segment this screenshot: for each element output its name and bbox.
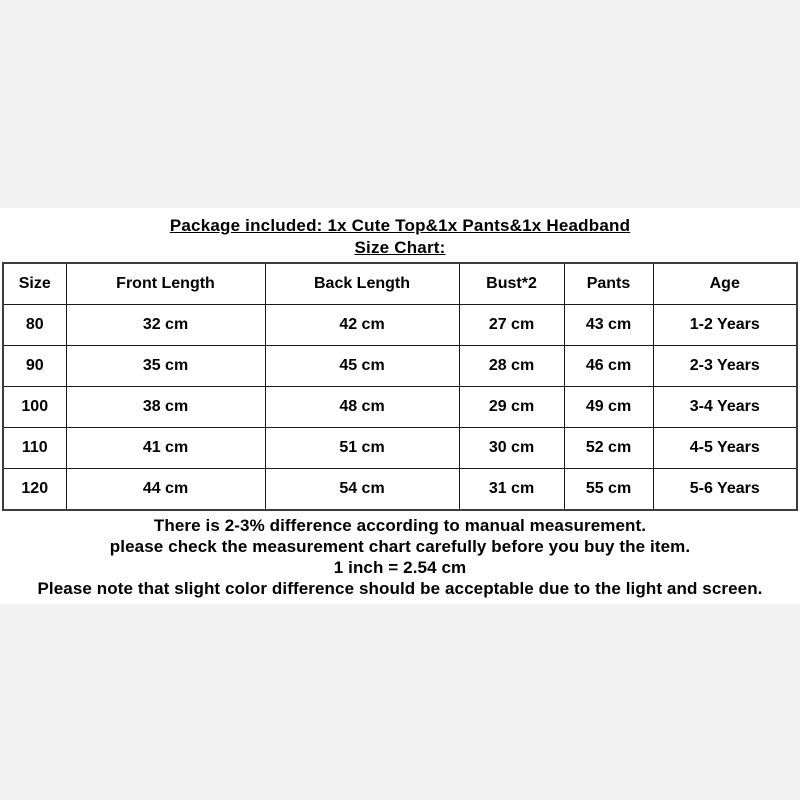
cell-size: 90 <box>3 346 66 387</box>
cell-bust: 29 cm <box>459 387 564 428</box>
measurement-notes <box>0 515 800 599</box>
cell-back-length: 54 cm <box>265 469 459 511</box>
table-row-size-110 <box>3 428 797 469</box>
cell-bust: 30 cm <box>459 428 564 469</box>
cell-front-length: 44 cm <box>66 469 265 511</box>
size-table-header-row <box>3 263 797 305</box>
table-row-size-120 <box>3 469 797 511</box>
table-row-size-80 <box>3 305 797 346</box>
cell-bust: 31 cm <box>459 469 564 511</box>
cell-front-length: 32 cm <box>66 305 265 346</box>
table-row-size-90 <box>3 346 797 387</box>
column-header-age: Age <box>653 263 797 305</box>
cell-size: 110 <box>3 428 66 469</box>
package-included-line: Package included: 1x Cute Top&1x Pants&1x Headband <box>169 216 631 235</box>
cell-age: 2-3 Years <box>653 346 797 387</box>
cell-size: 80 <box>3 305 66 346</box>
cell-age: 5-6 Years <box>653 469 797 511</box>
cell-back-length: 42 cm <box>265 305 459 346</box>
cell-age: 4-5 Years <box>653 428 797 469</box>
size-chart-panel <box>0 208 800 604</box>
column-header-front-length: Front Length <box>66 263 265 305</box>
cell-bust: 27 cm <box>459 305 564 346</box>
note-color-difference: Please note that slight color difference should be acceptable due to the light and screen. <box>37 579 763 598</box>
size-chart-title: Size Chart: <box>354 238 446 257</box>
cell-back-length: 51 cm <box>265 428 459 469</box>
cell-age: 1-2 Years <box>653 305 797 346</box>
column-header-back-length: Back Length <box>265 263 459 305</box>
column-header-pants: Pants <box>564 263 653 305</box>
cell-size: 100 <box>3 387 66 428</box>
cell-back-length: 48 cm <box>265 387 459 428</box>
cell-pants: 55 cm <box>564 469 653 511</box>
size-table <box>2 262 798 511</box>
cell-pants: 52 cm <box>564 428 653 469</box>
column-header-size: Size <box>3 263 66 305</box>
note-inch-conversion: 1 inch = 2.54 cm <box>333 558 467 577</box>
column-header-bust: Bust*2 <box>459 263 564 305</box>
note-measurement-difference: There is 2-3% difference according to manual measurement. <box>153 516 647 535</box>
cell-back-length: 45 cm <box>265 346 459 387</box>
cell-pants: 49 cm <box>564 387 653 428</box>
note-check-chart: please check the measurement chart carefully before you buy the item. <box>109 537 691 556</box>
cell-front-length: 41 cm <box>66 428 265 469</box>
cell-size: 120 <box>3 469 66 511</box>
cell-front-length: 38 cm <box>66 387 265 428</box>
cell-pants: 46 cm <box>564 346 653 387</box>
cell-pants: 43 cm <box>564 305 653 346</box>
cell-bust: 28 cm <box>459 346 564 387</box>
cell-front-length: 35 cm <box>66 346 265 387</box>
table-row-size-100 <box>3 387 797 428</box>
cell-age: 3-4 Years <box>653 387 797 428</box>
